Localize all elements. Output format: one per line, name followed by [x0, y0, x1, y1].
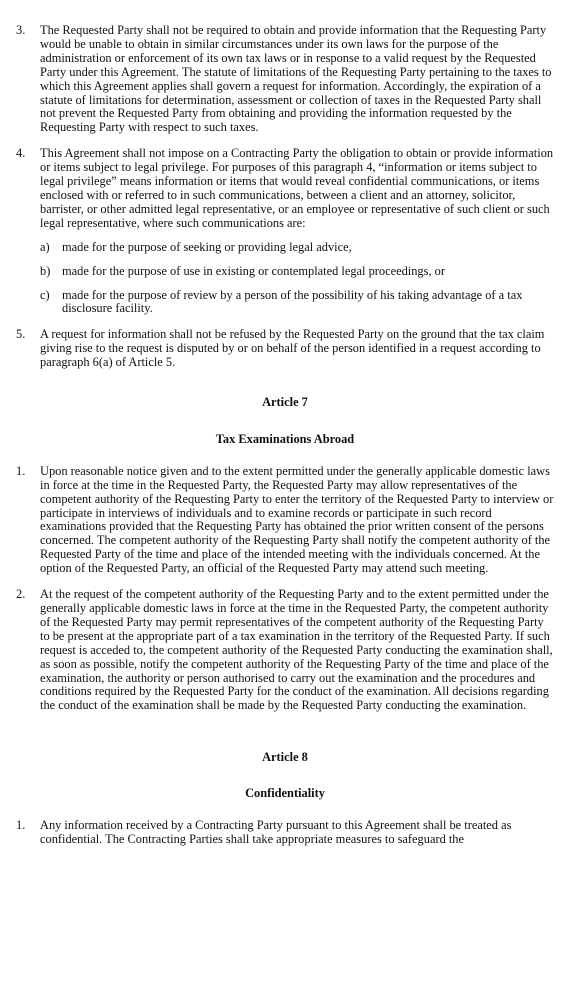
- article-7-paragraph-1: [16, 465, 554, 576]
- paragraph-text: At the request of the competent authority of the Requesting Party and to the extent permitted under the generally applicable domestic laws in force at the time in the Requested Party, the competent authority of the Requested Party may permit representatives of the competent authority of the Requesting Party to be present at the appropriate part of a tax examination in the territory of the Requested Party. If such request is acceded to, the competent authority of the Requested Party conducting the examination shall, as soon as possible, notify the competent authority of the Requesting Party of the time and place of the examination, the authority or person authorised to carry out the examination and the procedures and conditions required by the Requested Party for the conduct of the examination. All decisions regarding the conduct of the examination shall be made by the Requested Party conducting the examination.: [40, 587, 553, 713]
- paragraph-3: [16, 24, 554, 135]
- paragraph-text: Upon reasonable notice given and to the extent permitted under the generally applicable domestic laws in force at the time in the Requested Party, the Requested Party may allow representatives of the competent authority of the Requesting Party to enter the territory of the Requested Party to interview or participate in interviews of individuals and to examine records or participate in such record examinations provided that the Requesting Party has obtained the prior written consent of the persons concerned. The competent authority of the Requesting Party shall notify the competent authority of the Requested Party of the time and place of the intended meeting with the individuals concerned. At the option of the Requested Party, an official of the Requested Party may attend such meeting.: [40, 463, 554, 576]
- sub-item-letter: b): [40, 263, 51, 278]
- article-7-number: Article 7: [262, 395, 308, 410]
- sub-item-text: made for the purpose of seeking or providing legal advice,: [62, 239, 352, 254]
- paragraph-number: 1.: [16, 818, 26, 833]
- sub-item-c: [16, 289, 554, 317]
- sub-item-b: [16, 265, 554, 279]
- paragraph-text: A request for information shall not be refused by the Requested Party on the ground that the tax claim giving rise to the request is disputed by or on behalf of the person identified in a request according to paragraph 6(a) of Article 5.: [40, 327, 545, 370]
- paragraph-4: [16, 147, 554, 316]
- paragraph-number: 3.: [16, 23, 26, 37]
- article-8-title: Confidentiality: [245, 786, 325, 801]
- paragraph-text: Any information received by a Contracting Party pursuant to this Agreement shall be treated as confidential. The Contracting Parties shall take appropriate measures to safeguard the: [40, 818, 512, 846]
- paragraph-text: This Agreement shall not impose on a Contracting Party the obligation to obtain or provide information or items subject to legal privilege. For purposes of this paragraph 4, “information or items subject to legal privilege” means information or items that would reveal confidential communications, or items enclosed with or referred to in such communications, between a client and an attorney, solicitor, barrister, or other admitted legal representative, or an employee or representative of such client or such legal representative, where such communications are:: [40, 146, 554, 230]
- article-8-number: Article 8: [262, 750, 308, 765]
- article-8-paragraph-1: [16, 819, 554, 847]
- sub-item-text: made for the purpose of use in existing or contemplated legal proceedings, or: [62, 263, 445, 278]
- paragraph-number: 5.: [16, 327, 26, 342]
- article-7-paragraph-2: [16, 588, 554, 713]
- sub-item-letter: a): [40, 239, 50, 254]
- sub-item-a: [16, 241, 554, 255]
- paragraph-number: 1.: [16, 463, 26, 478]
- paragraph-text: The Requested Party shall not be required to obtain and provide information that the Requesting Party would be unable to obtain in similar circumstances under its own laws for the purpose of the administration or enforcement of its own tax laws or in response to a valid request by the Requested Party under this Agreement. The statute of limitations of the Requesting Party pertaining to the taxes to which this Agreement applies shall govern a request for information. Accordingly, the expiration of a statute of limitations for determination, assessment or collection of taxes in the Requested Party shall not prevent the Requested Party from obtaining and providing the information requested by the Requesting Party with respect to such taxes.: [40, 23, 552, 135]
- article-7-title: Tax Examinations Abroad: [215, 431, 355, 446]
- paragraph-number: 2.: [16, 587, 26, 602]
- paragraph-number: 4.: [16, 146, 26, 161]
- sub-item-letter: c): [40, 287, 50, 302]
- sub-item-text: made for the purpose of review by a person of the possibility of his taking advantage of a tax disclosure facility.: [62, 287, 523, 316]
- paragraph-5: [16, 328, 554, 370]
